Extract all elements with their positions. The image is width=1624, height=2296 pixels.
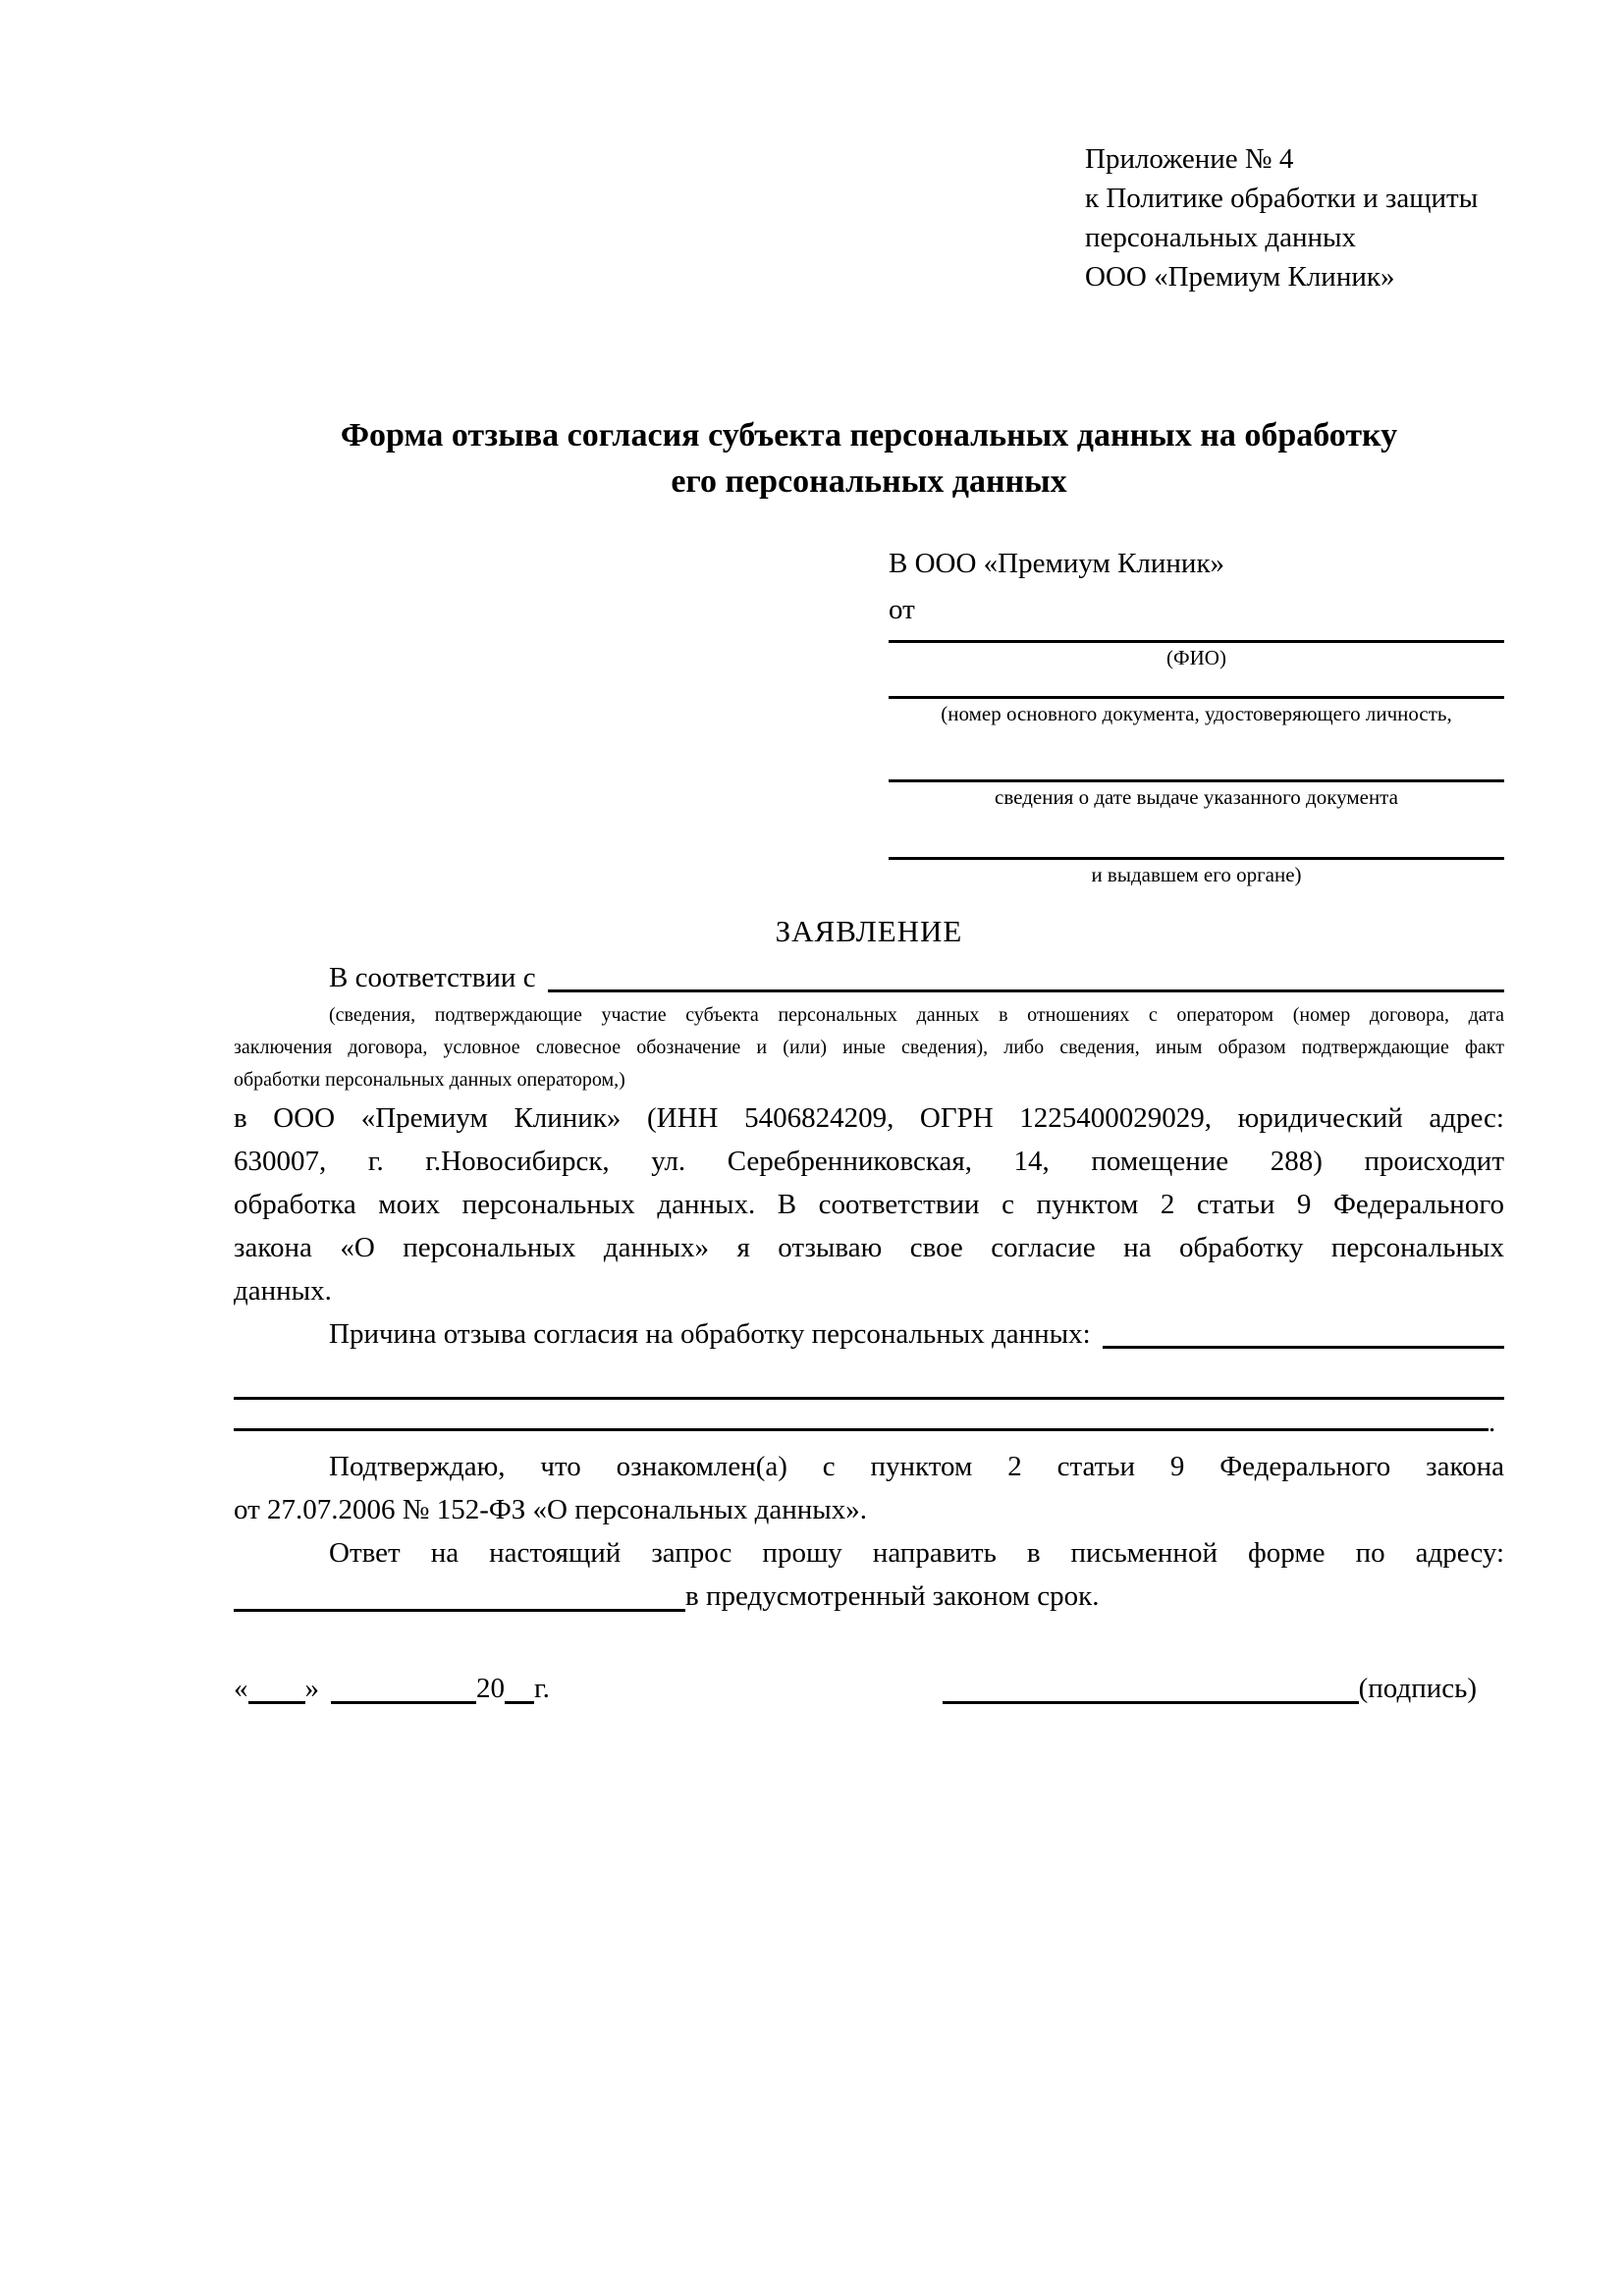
explanatory-note-line: (сведения, подтверждающие участие субъекта персональных данных в отношениях с оператором (номер договора, дата (329, 1004, 1504, 1026)
date-open-quote: « (234, 1673, 248, 1704)
date-year-blank (505, 1698, 534, 1704)
document-title-line: его персональных данных (671, 463, 1067, 500)
date-close-quote: » (304, 1673, 319, 1704)
reason-blank-line-3-rule (234, 1425, 1489, 1431)
reply-tail-text: в предусмотренный законом срок. (685, 1580, 1100, 1612)
confirmation-line: от 27.07.2006 № 152-ФЗ «О персональных данных». (234, 1494, 868, 1525)
document-number-caption: (номер основного документа, удостоверяющего личность, (941, 702, 1452, 725)
issue-date-caption: сведения о дате выдаче указанного документа (995, 785, 1398, 809)
intro-lead-text: В соответствии с (329, 962, 536, 993)
signature-blank-line (943, 1698, 1359, 1704)
date-year-suffix: г. (534, 1673, 550, 1704)
appendix-header-line: Приложение № 4 (1085, 143, 1294, 175)
date-month-blank (331, 1698, 476, 1704)
document-number-blank-line (889, 670, 1504, 699)
reason-trailing-period: . (1489, 1407, 1496, 1438)
appendix-header-line: ООО «Премиум Клиник» (1085, 261, 1395, 293)
reason-blank-line (1103, 1312, 1504, 1349)
appendix-header (1085, 139, 1504, 296)
appendix-header-line: к Политике обработки и защиты (1085, 183, 1479, 214)
date-signature-row (234, 1667, 1504, 1710)
intro-line (234, 956, 1504, 999)
addressee-from: от (889, 594, 915, 625)
reason-blank-line-3 (234, 1407, 1504, 1438)
reason-blank-line-2 (234, 1397, 1504, 1400)
statement-body-line: данных. (234, 1275, 332, 1307)
signature-caption: (подпись) (1358, 1673, 1477, 1704)
explanatory-note-line: обработки персональных данных оператором,) (234, 1069, 625, 1091)
document-title (234, 412, 1504, 505)
document-title-line: Форма отзыва согласия субъекта персональных данных на обработку (340, 417, 1398, 454)
paragraph-indent (234, 1312, 329, 1356)
reply-request-line: Ответ на настоящий запрос прошу направить в письменной форме по адресу: (329, 1537, 1504, 1569)
statement-body-line: закона «О персональных данных» я отзываю свое согласие на обработку персональных (234, 1232, 1504, 1263)
explanatory-note-line: заключения договора, условное словесное обозначение и (или) иные сведения), либо сведения, иным образом подтверждающие факт (234, 1037, 1504, 1058)
date-day-blank (248, 1698, 305, 1704)
issue-date-blank-line (889, 726, 1504, 782)
appendix-header-line: персональных данных (1085, 222, 1357, 253)
signature-field (943, 1667, 1477, 1710)
confirmation-paragraph (234, 1445, 1504, 1531)
issuing-authority-blank-line (889, 810, 1504, 860)
statement-body-line: 630007, г. г.Новосибирск, ул. Серебренниковская, 14, помещение 288) происходит (234, 1146, 1504, 1177)
date-field (234, 1667, 550, 1710)
reason-label: Причина отзыва согласия на обработку персональных данных: (329, 1318, 1091, 1350)
paragraph-indent (234, 956, 329, 999)
date-year-prefix: 20 (476, 1673, 505, 1704)
addressee-to: В ООО «Премиум Клиник» (889, 548, 1225, 579)
address-blank-line (234, 1606, 685, 1612)
issuing-authority-caption: и выдавшем его органе) (1091, 863, 1302, 886)
fio-blank-line (889, 632, 1504, 643)
reason-line (234, 1312, 1504, 1356)
reply-request-paragraph (234, 1531, 1504, 1618)
statement-body-line: в ООО «Премиум Клиник» (ИНН 5406824209, ОГРН 1225400029029, юридический адрес: (234, 1102, 1504, 1134)
statement-body-line: обработка моих персональных данных. В соответствии с пунктом 2 статьи 9 Федерального (234, 1189, 1504, 1220)
addressee-block (889, 540, 1504, 887)
explanatory-note (234, 999, 1504, 1096)
intro-blank-line (548, 956, 1504, 992)
statement-body (234, 1096, 1504, 1312)
statement-heading: ЗАЯВЛЕНИЕ (775, 914, 963, 948)
reply-address-line (234, 1575, 1504, 1618)
fio-caption: (ФИО) (1166, 646, 1226, 669)
confirmation-line: Подтверждаю, что ознакомлен(а) с пунктом 2 статьи 9 Федерального закона (329, 1451, 1504, 1482)
